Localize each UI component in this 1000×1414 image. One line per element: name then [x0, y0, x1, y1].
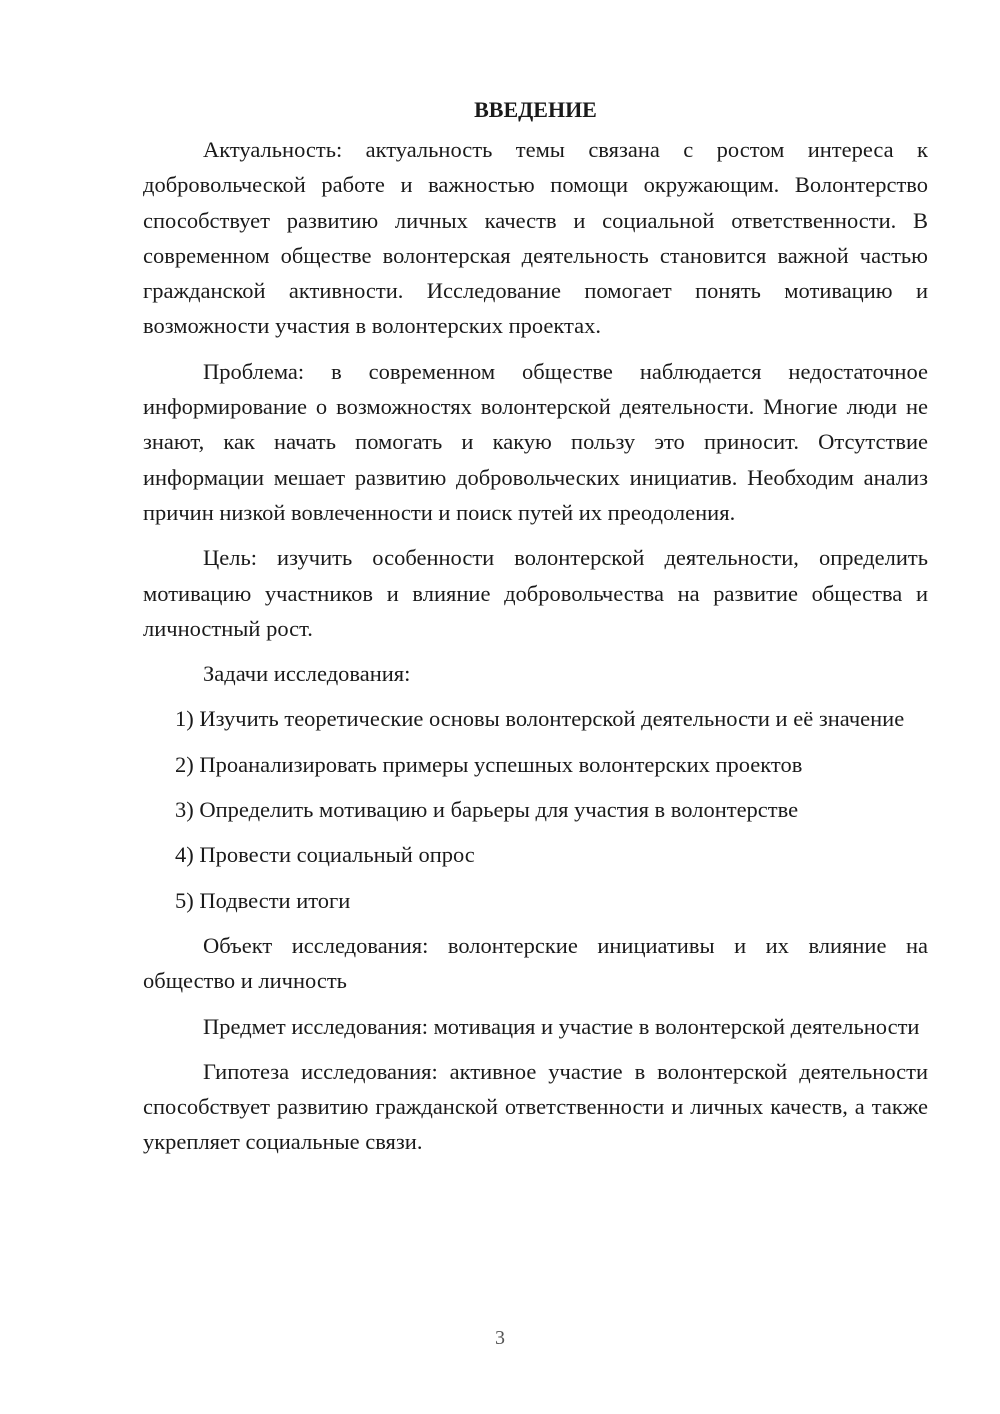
paragraph-object: Объект исследования: волонтерские инициативы и их влияние на общество и личность [143, 932, 928, 994]
page-number: 3 [495, 1327, 505, 1349]
paragraph-subject: Предмет исследования: мотивация и участие в волонтерской деятельности [203, 1013, 920, 1039]
task-item-2: 2) Проанализировать примеры успешных волонтерских проектов [175, 751, 803, 777]
paragraph-tasks-heading: Задачи исследования: [203, 661, 411, 687]
task-item-5: 5) Подвести итоги [175, 887, 351, 913]
task-item-3: 3) Определить мотивацию и барьеры для участия в волонтерстве [175, 797, 799, 823]
document-page [143, 92, 928, 1170]
paragraph-goal: Цель: изучить особенности волонтерской деятельности, определить мотивацию участников и влияние добровольчества на развитие общества и личностный рост. [143, 545, 928, 641]
paragraph-relevance: Актуальность: актуальность темы связана с ростом интереса к добровольческой работе и важностью помощи окружающим. Волонтерство способствует развитию личных качеств и социальной ответственности. В современном обществе волонтерская деятельность становится важной частью гражданской активности. Исследование помогает понять мотивацию и возможности участия в волонтерских проектах. [143, 137, 928, 339]
section-title: ВВЕДЕНИЕ [474, 97, 597, 122]
paragraph-problem: Проблема: в современном обществе наблюдается недостаточное информирование о возможностях волонтерской деятельности. Многие люди не знают, как начать помогать и какую пользу это приносит. Отсутствие информации мешает развитию добровольческих инициатив. Необходим анализ причин низкой вовлеченности и поиск путей их преодоления. [143, 358, 928, 525]
task-item-4: 4) Провести социальный опрос [175, 842, 475, 868]
paragraph-hypothesis: Гипотеза исследования: активное участие в волонтерской деятельности способствует развитию гражданской ответственности и личных качеств, а также укрепляет социальные связи. [143, 1058, 928, 1155]
task-item-1: 1) Изучить теоретические основы волонтерской деятельности и её значение [175, 706, 905, 732]
